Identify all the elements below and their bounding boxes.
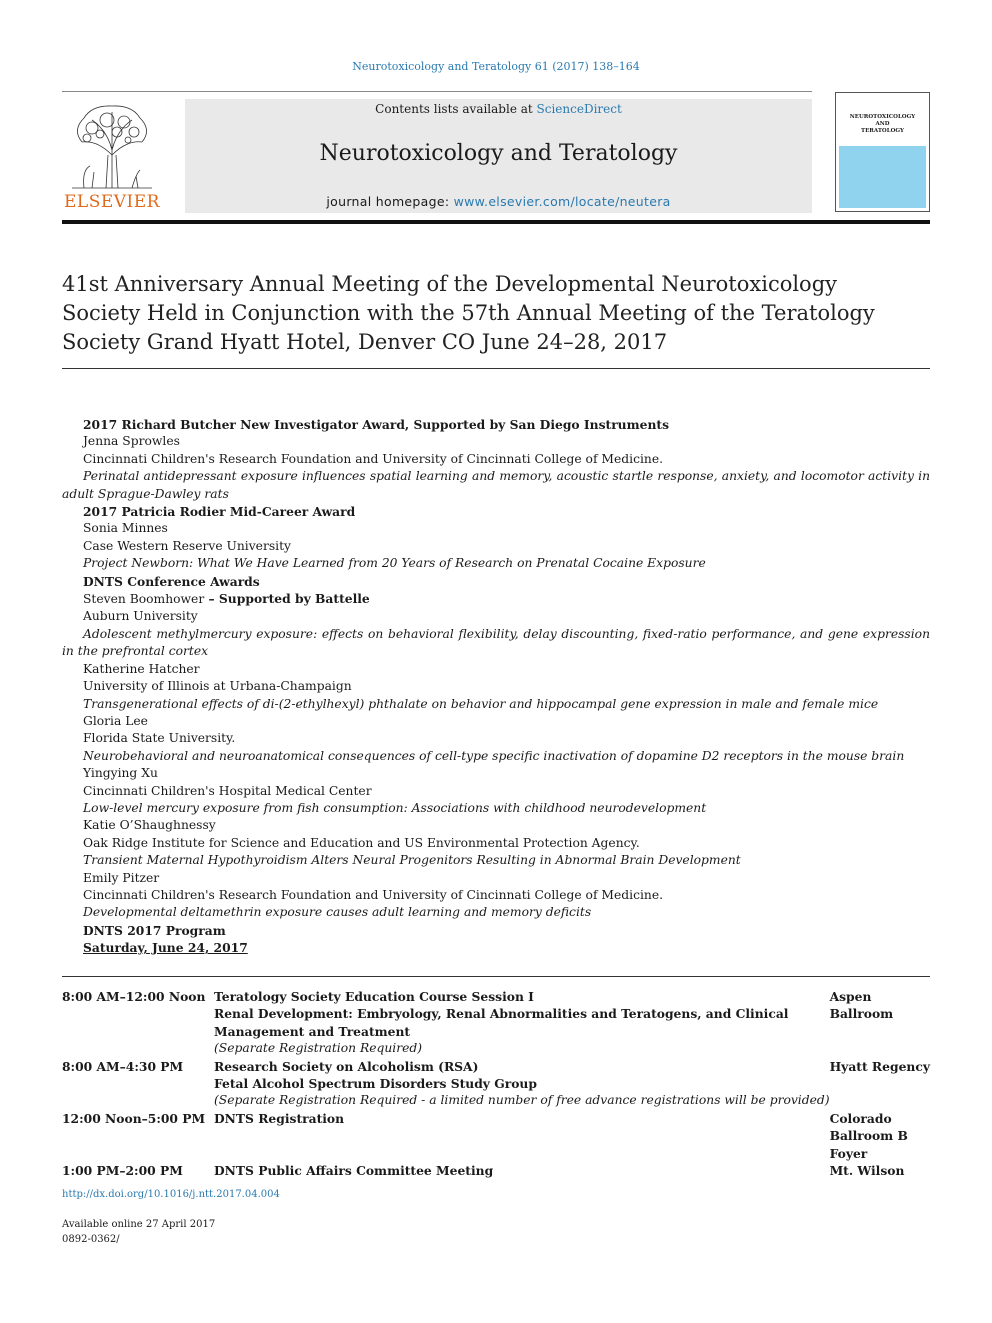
sciencedirect-link[interactable]: ScienceDirect [536,102,622,116]
cover-title-line1: NEUROTOXICOLOGY [849,114,916,120]
journal-title: Neurotoxicology and Teratology [319,141,678,166]
cover-title-line3: TERATOLOGY [861,128,904,134]
cover-title [839,114,926,135]
availability-info [62,1218,215,1247]
butcher-awardee-name: Jenna Sprowles [83,434,180,449]
lee-name: Gloria Lee [83,713,148,728]
hatcher-talk-title: Transgenerational effects of di-(2-ethylhexyl) phthalate on behavior and hippocampal gene expression in male and female mice [83,696,879,711]
article-title-line1: 41st Anniversary Annual Meeting of the Developmental Neurotoxicology [62,272,838,296]
boomhower-name: Steven Boomhower [83,592,205,607]
journal-cover[interactable] [835,92,930,212]
session-location: Hyatt Regency [829,1058,930,1074]
xu-affiliation: Cincinnati Children's Hospital Medical Center [83,783,372,798]
session-title: Research Society on Alcoholism (RSA) [214,1058,479,1074]
title-rule [62,368,930,369]
rodier-awardee-name: Sonia Minnes [83,521,168,536]
doi-link[interactable]: http://dx.doi.org/10.1016/j.ntt.2017.04.004 [62,1189,280,1200]
program-date: Saturday, June 24, 2017 [83,940,248,956]
header-bottom-rule [62,220,930,224]
boomhower-line [62,590,930,608]
session-location: Aspen Ballroom [829,989,894,1022]
article-title-line2: Society Held in Conjunction with the 57th Annual Meeting of the Teratology [62,301,875,325]
dnts-awards-heading: DNTS Conference Awards [83,573,260,589]
program-table [62,988,930,1179]
rodier-affiliation: Case Western Reserve University [83,538,291,553]
journal-citation[interactable] [0,60,992,73]
program-table-rule [62,976,930,977]
pitzer-affiliation: Cincinnati Children's Research Foundation and University of Cincinnati College of Medicine. [83,887,664,902]
session-title: Teratology Society Education Course Session I [214,989,534,1004]
awards-section [62,416,930,957]
session-title: DNTS Registration [214,1110,345,1126]
rodier-award-heading: 2017 Patricia Rodier Mid-Career Award [83,504,356,520]
boomhower-support: – Supported by Battelle [204,591,370,607]
session-event [214,1162,830,1179]
session-title: DNTS Public Affairs Committee Meeting [214,1163,494,1179]
session-detail: Fetal Alcohol Spectrum Disorders Study Group [214,1076,537,1092]
lee-affiliation: Florida State University. [83,731,236,746]
citation-link[interactable]: Neurotoxicology and Teratology 61 (2017) 138–164 [352,60,640,73]
program-heading: DNTS 2017 Program [83,922,226,938]
table-row [62,1162,930,1179]
oshaughnessy-name: Katie O’Shaughnessy [83,818,216,833]
article-title-line3: Society Grand Hyatt Hotel, Denver CO June 24–28, 2017 [62,330,668,354]
journal-homepage [185,194,812,209]
session-note: (Separate Registration Required) [214,1041,423,1056]
butcher-award-heading: 2017 Richard Butcher New Investigator Award, Supported by San Diego Instruments [83,417,669,432]
session-event [214,988,830,1058]
contents-prefix: Contents lists available at [375,102,537,116]
table-row [62,1058,930,1110]
session-event [214,1058,830,1110]
pitzer-talk-title: Developmental deltamethrin exposure causes adult learning and memory deficits [83,905,592,920]
oshaughnessy-affiliation: Oak Ridge Institute for Science and Education and US Environmental Protection Agency. [83,835,640,850]
session-time: 8:00 AM–12:00 Noon [62,989,206,1004]
article-title [62,270,882,357]
xu-name: Yingying Xu [83,766,158,781]
cover-image [839,96,926,208]
table-row [62,1110,930,1162]
pitzer-name: Emily Pitzer [83,870,160,885]
cover-title-line2: AND [875,121,890,127]
session-event [214,1110,830,1162]
session-location: Mt. Wilson [829,1163,905,1179]
rodier-talk-title: Project Newborn: What We Have Learned from 20 Years of Research on Prenatal Cocaine Exposure [83,556,706,571]
session-location: Colorado Ballroom B Foyer [829,1110,908,1161]
boomhower-talk-title: Adolescent methylmercury exposure: effects on behavioral flexibility, delay discounting, fixed-ratio performance, and gene expression in the prefrontal cortex [62,626,930,659]
available-online: Available online 27 April 2017 [62,1219,216,1230]
session-time: 12:00 Noon–5:00 PM [62,1110,206,1126]
publisher-wordmark: ELSEVIER [64,192,160,212]
boomhower-affiliation: Auburn University [83,609,198,624]
lee-talk-title: Neurobehavioral and neuroanatomical consequences of cell-type specific inactivation of dopamine D2 receptors in the mouse brain [83,748,905,763]
tree-icon [62,100,162,192]
homepage-prefix: journal homepage: [326,194,454,209]
session-time: 1:00 PM–2:00 PM [62,1163,183,1179]
elsevier-logo[interactable] [62,100,162,212]
hatcher-name: Katherine Hatcher [83,661,200,676]
header-top-rule [62,91,812,92]
session-time: 8:00 AM–4:30 PM [62,1058,184,1074]
issn: 0892-0362/ [62,1233,120,1245]
xu-talk-title: Low-level mercury exposure from fish consumption: Associations with childhood neurodevelopment [83,800,707,815]
butcher-affiliation: Cincinnati Children's Research Foundation and University of Cincinnati College of Medicine. [83,451,664,466]
doi-line[interactable] [62,1189,280,1200]
oshaughnessy-talk-title: Transient Maternal Hypothyroidism Alters Neural Progenitors Resulting in Abnormal Brain Development [83,853,741,868]
homepage-link[interactable]: www.elsevier.com/locate/neutera [453,194,671,209]
hatcher-affiliation: University of Illinois at Urbana-Champaign [83,679,352,694]
contents-line [185,102,812,116]
butcher-talk-title: Perinatal antidepressant exposure influences spatial learning and memory, acoustic startle response, anxiety, and locomotor activity in adult Sprague-Dawley rats [62,469,930,501]
table-row [62,988,930,1058]
session-detail: Renal Development: Embryology, Renal Abnormalities and Teratogens, and Clinical Management and Treatment [214,1006,789,1039]
session-note: (Separate Registration Required - a limited number of free advance registrations will be provided) [214,1093,830,1108]
